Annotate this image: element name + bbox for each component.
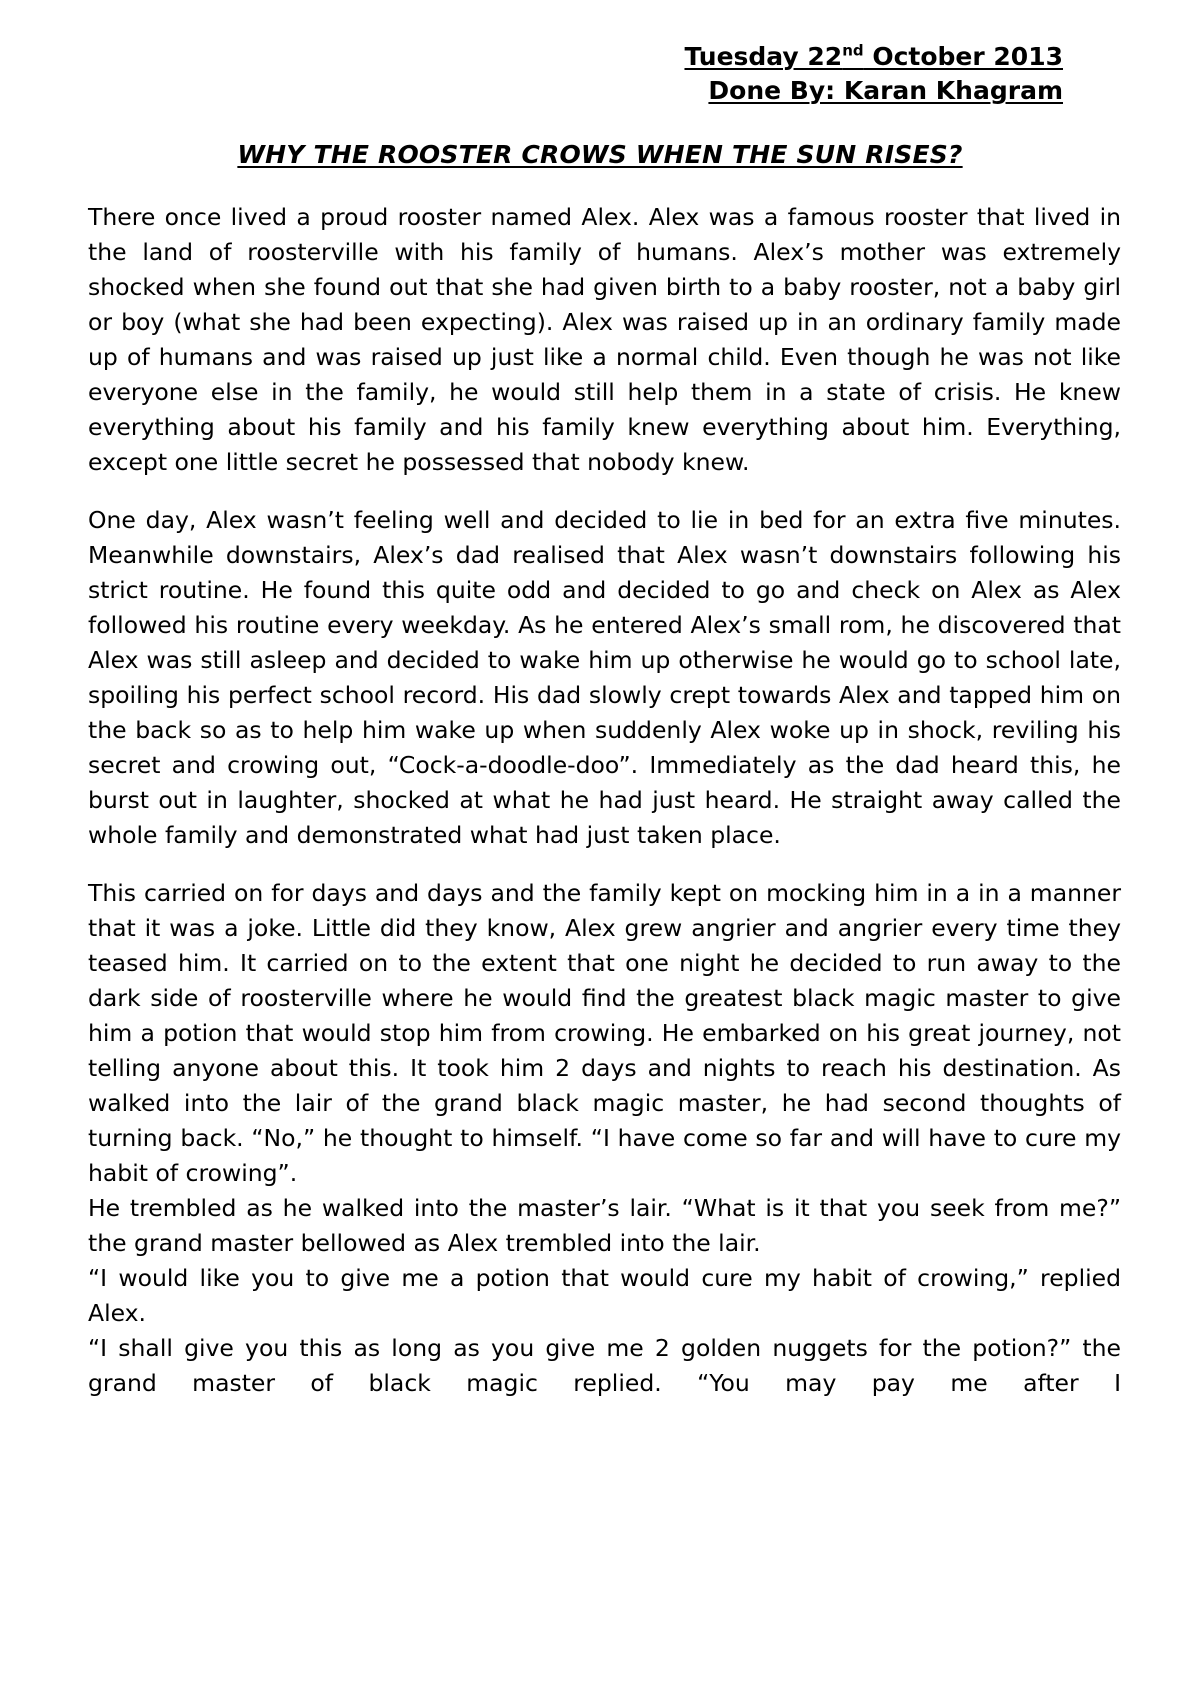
paragraph-2: One day, Alex wasn’t feeling well and decided to lie in bed for an extra five minutes. Meanwhile downstairs, Alex’s dad realised that Alex wasn’t downstairs following his strict routine. He found this quite odd and decided to go and check on Alex as Alex followed his routine every weekday. As he entered Alex’s small rom, he discovered that Alex was still asleep and decided to wake him up otherwise he would go to school late, spoiling his perfect school record. His dad slowly crept towards Alex and tapped him on the back so as to help him wake up when suddenly Alex woke up in shock, reviling his secret and crowing out, “Cock-a-doodle-doo”. Immediately as the dad heard this, he burst out in laughter, shocked at what he had just heard. He straight away called the whole family and demonstrated what had just taken place. [88, 506, 1121, 849]
date-line [684, 40, 1063, 74]
paragraph-1: There once lived a proud rooster named Alex. Alex was a famous rooster that lived in the land of roosterville with his family of humans. Alex’s mother was extremely shocked when she found out that she had given birth to a baby rooster, not a baby girl or boy (what she had been expecting). Alex was raised up in an ordinary family made up of humans and was raised up just like a normal child. Even though he was not like everyone else in the family, he would still help them in a state of crisis. He knew everything about his family and his family knew everything about him. Everything, except one little secret he possessed that nobody knew. [88, 203, 1121, 476]
paragraph-3: This carried on for days and days and the family kept on mocking him in a in a manner that it was a joke. Little did they know, Alex grew angrier and angrier every time they teased him. It carried on to the extent that one night he decided to run away to the dark side of roosterville where he would find the greatest black magic master to give him a potion that would stop him from crowing. He embarked on his great journey, not telling anyone about this. It took him 2 days and nights to reach his destination. As walked into the lair of the grand black magic master, he had second thoughts of turning back. “No,” he thought to himself. “I have come so far and will have to cure my habit of crowing”. [88, 879, 1121, 1187]
document-header [684, 40, 1063, 108]
paragraph-6: “I shall give you this as long as you give me 2 golden nuggets for the potion?” the grand master of black magic replied. “You may pay me after I [88, 1334, 1121, 1397]
paragraph-4: He trembled as he walked into the master’s lair. “What is it that you seek from me?” the grand master bellowed as Alex trembled into the lair. [88, 1194, 1121, 1257]
story-title: WHY THE ROOSTER CROWS WHEN THE SUN RISES? [237, 140, 963, 169]
author-line: Done By: Karan Khagram [708, 76, 1063, 105]
date-rest: October 2013 [863, 42, 1063, 71]
date-prefix: Tuesday 22 [684, 42, 843, 71]
story-body [88, 200, 1121, 1401]
paragraph-5: “I would like you to give me a potion that would cure my habit of crowing,” replied Alex. [88, 1264, 1121, 1327]
date-ordinal-suffix: nd [842, 41, 864, 60]
